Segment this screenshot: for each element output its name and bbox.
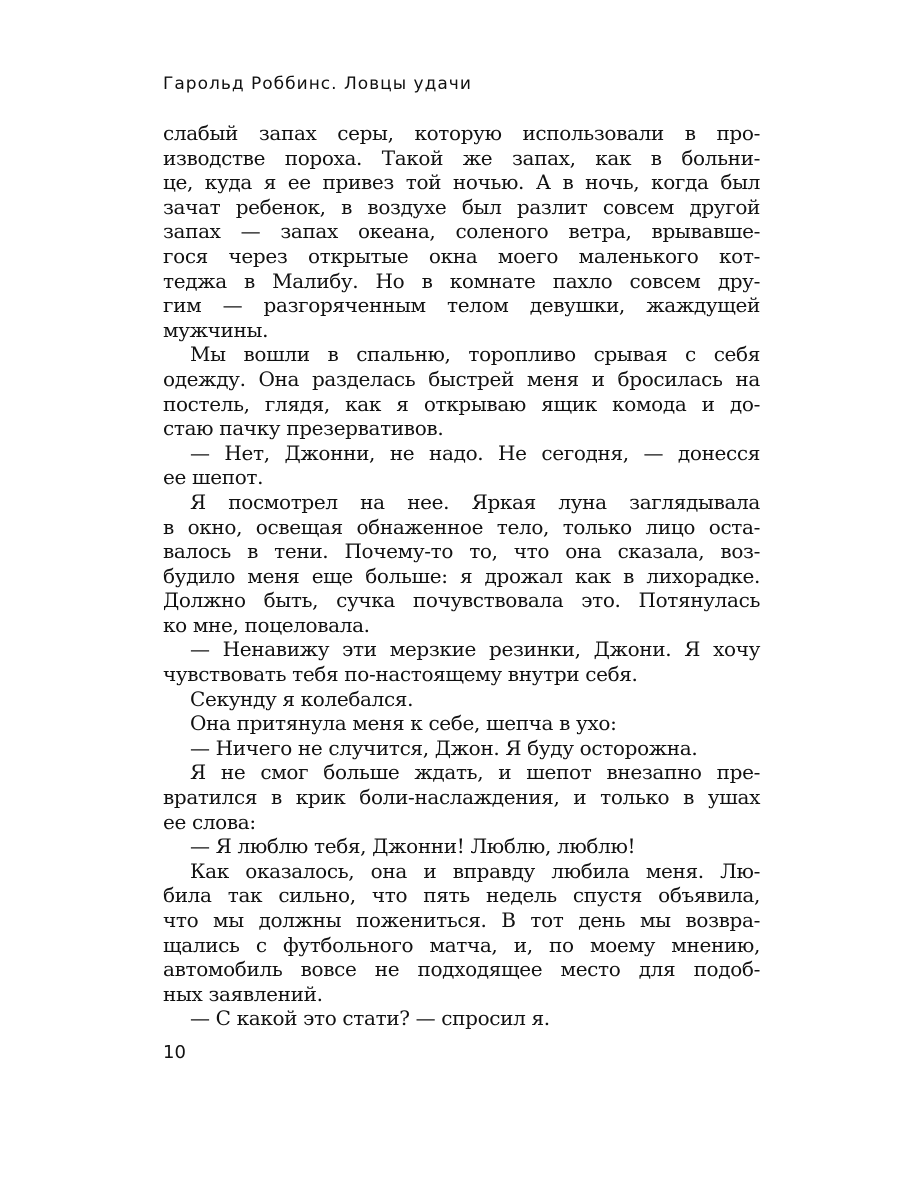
text-line: постель, глядя, как я открываю ящик комода и до- bbox=[163, 391, 760, 416]
text-line: в окно, освещая обнаженное тело, только лицо оста- bbox=[163, 514, 760, 539]
text-line: запах — запах океана, соленого ветра, врывавше- bbox=[163, 219, 760, 244]
page-number: 10 bbox=[163, 1042, 186, 1063]
paragraph bbox=[163, 637, 760, 686]
text-line: Должно быть, сучка почувствовала это. Потянулась bbox=[163, 588, 760, 613]
text-line: зачат ребенок, в воздухе был разлит совсем другой bbox=[163, 194, 760, 219]
text-line: Я посмотрел на нее. Яркая луна заглядывала bbox=[190, 489, 760, 514]
text-line: — Я люблю тебя, Джонни! Люблю, люблю! bbox=[190, 834, 636, 859]
text-line: слабый запах серы, которую использовали в про- bbox=[163, 121, 760, 145]
text-line: щались с футбольного матча, и, по моему мнению, bbox=[163, 932, 760, 957]
paragraph bbox=[163, 711, 760, 736]
paragraph bbox=[163, 687, 760, 712]
text-line: изводстве пороха. Такой же запах, как в больни- bbox=[163, 145, 760, 170]
paragraph bbox=[163, 490, 760, 638]
text-line: что мы должны пожениться. В тот день мы возвра- bbox=[163, 908, 760, 932]
text-line: — Ничего не случится, Джон. Я буду осторожна. bbox=[190, 735, 698, 760]
text-line: гим — разгоряченным телом девушки, жаждущей bbox=[163, 293, 760, 318]
text-line: ко мне, поцеловала. bbox=[163, 612, 370, 637]
paragraph bbox=[163, 834, 760, 859]
text-line: це, куда я ее привез той ночью. А в ночь, когда был bbox=[163, 170, 760, 195]
text-line: мужчины. bbox=[163, 317, 269, 342]
paragraph bbox=[163, 342, 760, 440]
running-head: Гарольд Роббинс. Ловцы удачи bbox=[163, 74, 472, 94]
text-line: — Ненавижу эти мерзкие резинки, Джони. Я хочу bbox=[190, 637, 760, 662]
paragraph bbox=[163, 441, 760, 490]
paragraph bbox=[163, 859, 760, 1007]
text-line: теджа в Малибу. Но в комнате пахло совсем дру- bbox=[163, 268, 760, 293]
paragraph bbox=[163, 121, 760, 342]
text-line: ных заявлений. bbox=[163, 981, 323, 1006]
text-line: ее шепот. bbox=[163, 465, 264, 490]
text-line: стаю пачку презервативов. bbox=[163, 416, 444, 441]
text-line: Я не смог больше ждать, и шепот внезапно пре- bbox=[190, 760, 760, 785]
text-line: — Нет, Джонни, не надо. Не сегодня, — донесся bbox=[190, 440, 760, 465]
text-line: ее слова: bbox=[163, 809, 256, 834]
text-line: Она притянула меня к себе, шепча в ухо: bbox=[190, 711, 617, 736]
text-line: чувствовать тебя по-настоящему внутри себя. bbox=[163, 662, 638, 687]
body-text bbox=[163, 121, 760, 1031]
text-line: гося через открытые окна моего маленького кот- bbox=[163, 243, 760, 268]
text-line: вратился в крик боли-наслаждения, и только в ушах bbox=[163, 785, 760, 810]
text-line: Секунду я колебался. bbox=[190, 686, 414, 711]
text-line: будило меня еще больше: я дрожал как в лихорадке. bbox=[163, 563, 760, 588]
paragraph bbox=[163, 736, 760, 761]
text-line: Как оказалось, она и вправду любила меня. Лю- bbox=[190, 858, 760, 883]
text-line: автомобиль вовсе не подходящее место для подоб- bbox=[163, 957, 760, 982]
text-line: била так сильно, что пять недель спустя объявила, bbox=[163, 883, 760, 908]
text-line: Мы вошли в спальню, торопливо срывая с себя bbox=[190, 342, 760, 367]
text-line: валось в тени. Почему-то то, что она сказала, воз- bbox=[163, 539, 760, 564]
paragraph bbox=[163, 1006, 760, 1031]
text-line: — С какой это стати? — спросил я. bbox=[190, 1006, 550, 1031]
text-line: одежду. Она разделась быстрей меня и бросилась на bbox=[163, 366, 760, 391]
paragraph bbox=[163, 760, 760, 834]
